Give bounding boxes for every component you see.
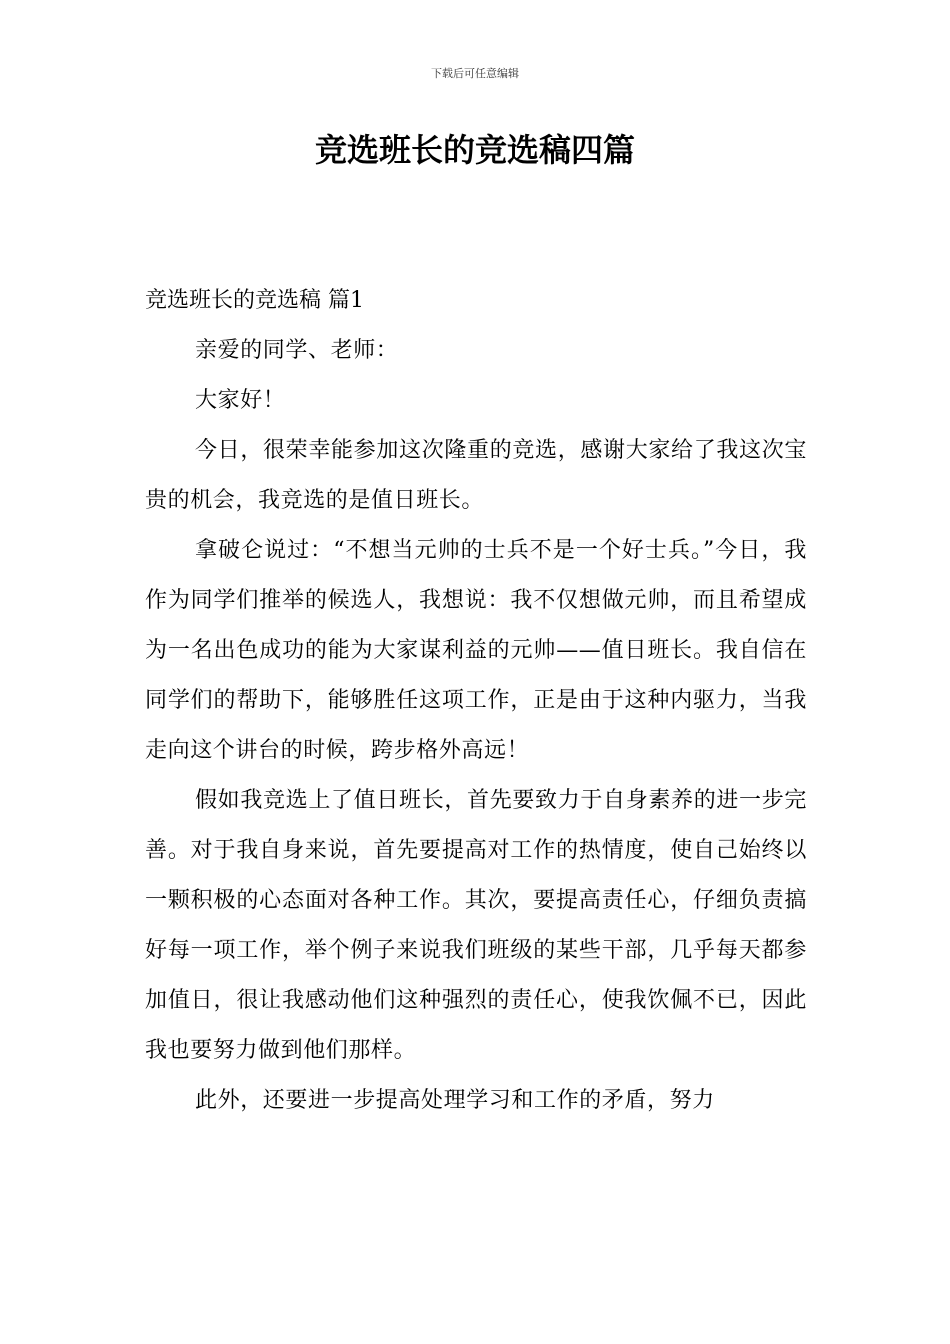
paragraph: 假如我竞选上了值日班长，首先要致力于自身素养的进一步完善。对于我自身来说，首先要提高对工作的热情度，使自己始终以一颗积极的心态面对各种工作。其次，要提高责任心，仔细负责搞好每一项工作，举个例子来说我们班级的某些干部，几乎每天都参加值日，很让我感动他们这种强烈的责任心，使我饮佩不已，因此我也要努力做到他们那样。 xyxy=(145,788,807,1063)
paragraph-salutation: 亲爱的同学、老师： xyxy=(195,338,399,363)
paragraph: 拿破仑说过：“不想当元帅的士兵不是一个好士兵。”今日，我作为同学们推举的候选人，我想说：我不仅想做元帅，而且希望成为一名出色成功的能为大家谋利益的元帅——值日班长。我自信在同学们的帮助下，能够胜任这项工作，正是由于这种内驱力，当我走向这个讲台的时候，跨步格外高远！ xyxy=(145,538,807,763)
paragraph: 今日，很荣幸能参加这次隆重的竞选，感谢大家给了我这次宝贵的机会，我竞选的是值日班长。 xyxy=(145,438,807,513)
paragraph-greeting: 大家好！ xyxy=(195,388,286,413)
document-title: 竞选班长的竞选稿四篇 xyxy=(314,131,635,169)
header-note: 下载后可任意编辑 xyxy=(431,67,519,80)
document-body xyxy=(145,276,807,1126)
paragraph: 此外，还要进一步提高处理学习和工作的矛盾，努力 xyxy=(195,1088,715,1113)
section-heading: 竞选班长的竞选稿 篇1 xyxy=(145,288,364,313)
